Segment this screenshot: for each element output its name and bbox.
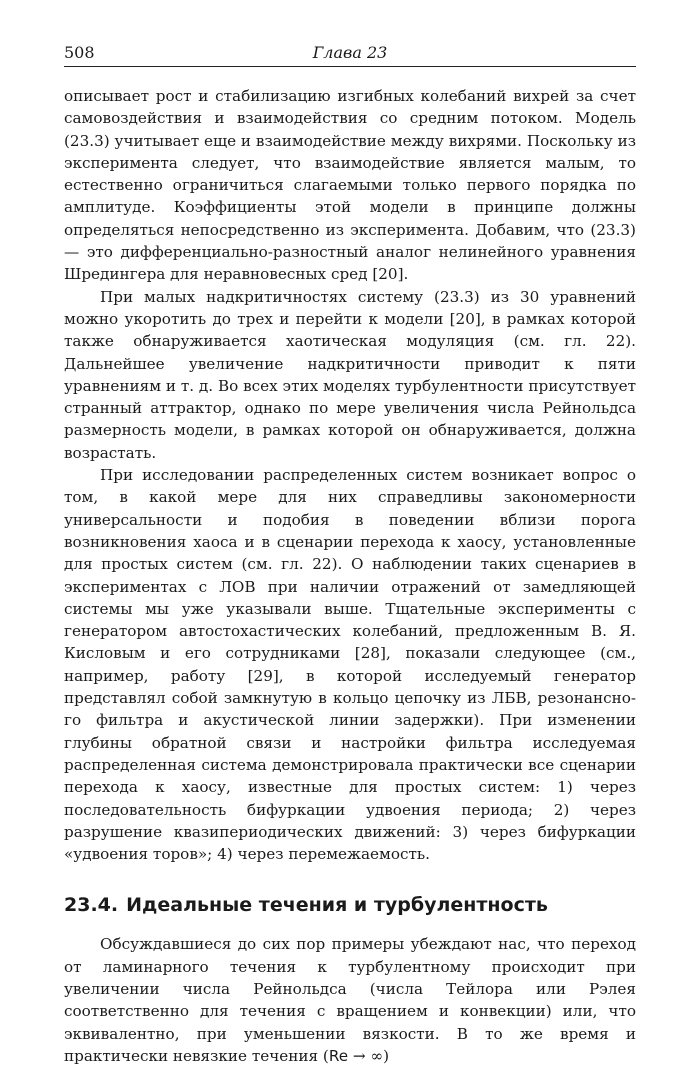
section-heading xyxy=(64,893,636,917)
body-text xyxy=(64,85,636,1067)
paragraph-4-text: Обсуждавшиеся до сих пор примеры убеждают нас, что переход от ламинарного течения к турбулентному происходит при увеличении числа Рейнольдса (числа Тейлора или Рэлея соответственно для течения с вращением и конвекции) или, что эквивалентно, при уменьшении вязкости. В то же время и практически невязкие течения ( xyxy=(64,935,636,1065)
section-title: Идеальные течения и турбулентность xyxy=(126,894,548,917)
running-header xyxy=(64,40,636,67)
reynolds-symbol: Re xyxy=(328,1046,349,1065)
paragraph-4-formula-end: → ∞) xyxy=(348,1046,390,1065)
paragraph-4 xyxy=(64,933,636,1067)
page-number: 508 xyxy=(64,43,95,62)
book-page xyxy=(64,40,636,1067)
chapter-title: Глава 23 xyxy=(312,43,388,62)
paragraph-1: описывает рост и стабилизацию изгибных колебаний вихрей за счет самовоздействия и взаимодействия со средним потоком. Модель (23.3) учитывает еще и взаимодействие между вихрями. Поскольку из эксперимента следует, что взаимодействие является малым, то естественно ограничиться слагаемыми только первого порядка по амплитуде. Коэффициенты этой модели в принципе должны определяться непосредственно из эксперимента. Добавим, что (23.3) — это дифференциально-разностный аналог нелинейного уравнения Шредингера для неравновесных сред [20]. xyxy=(64,87,636,284)
section-number: 23.4. xyxy=(64,894,119,917)
paragraph-3: При исследовании распределенных систем возникает вопрос о том, в какой мере для них справедливы закономерности универсальности и подобия в поведении вблизи порога возникновения хаоса и в сценарии перехода к хаосу, установленные для простых систем (см. гл. 22). О наблюдении таких сценариев в экспериментах с ЛОВ при наличии отражений от замедляющей системы мы уже указывали выше. Тщательные эксперименты с генератором автостохастических колебаний, предложенным В. Я. Кисловым и его сотрудниками [28], показали следующее (см., например, работу [29], в которой исследуемый генератор представлял собой замкнутую в кольцо цепочку из ЛБВ, резонансного фильтра и акустической линии задержки). При изменении глубины обратной связи и настройки фильтра исследуемая распределенная система демонстрировала практически все сценарии перехода к хаосу, известные для простых систем: 1) через последовательность бифуркации удвоения периода; 2) через разрушение квазипериодических движений: 3) через бифуркации «удвоения торов»; 4) через перемежаемость. xyxy=(64,466,636,864)
paragraph-2: При малых надкритичностях систему (23.3) из 30 уравнений можно укоротить до трех и перейти к модели [20], в рамках которой также обнаруживается хаотическая модуляция (см. гл. 22). Дальнейшее увеличение надкритичности приводит к пяти уравнениям и т. д. Во всех этих моделях турбулентности присутствует странный аттрактор, однако по мере увеличения числа Рейнольдса размерность модели, в рамках которой он обнаруживается, должна возрастать. xyxy=(64,287,636,462)
